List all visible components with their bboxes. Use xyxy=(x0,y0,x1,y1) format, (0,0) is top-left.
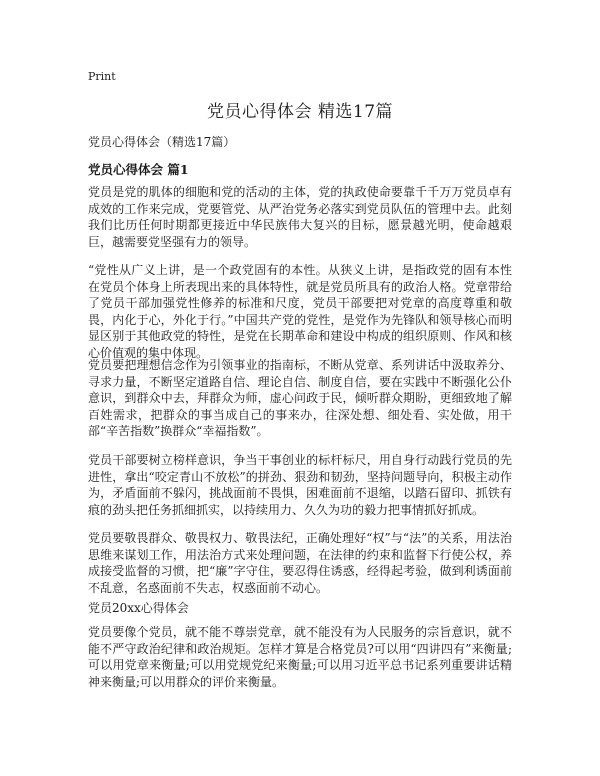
paragraph-2: “党性从广义上讲，是一个政党固有的本性。从狭义上讲，是指政党的固有本性在党员个体身上所表现出来的具体特性，就是党员所具有的政治人格。党章带给了党员干部加强党性修养的标准和尺度，党员干部要把对党章的高度尊重和敬畏，内化于心，外化于行。”中国共产党的党性，是党作为先锋队和领导核心而明显区别于其他政党的特性，是党在长期革命和建设中构成的组织原则、作风和核心价值观的集中体现。 xyxy=(88,263,512,360)
paragraph-3: 党员要把理想信念作为引领事业的指南标，不断从党章、系列讲话中汲取养分、寻求力量，不断坚定道路自信、理论自信、制度自信，要在实践中不断强化公仆意识，到群众中去，拜群众为师，虚心问政于民，倾听群众期盼，更细致地了解百姓需求，把群众的事当成自己的事来办，往深处想、细处看、实处做，用干部“辛苦指数”换群众“幸福指数”。 xyxy=(88,358,512,438)
paragraph-5: 党员要敬畏群众、敬畏权力、敬畏法纪，正确处理好“权”与“法”的关系，用法治思维来谋划工作，用法治方式来处理问题，在法律的约束和监督下行使公权，养成接受监督的习惯，把“廉”字守住，要忍得住诱惑，经得起考验，做到利诱面前不乱意，名惑面前不失志，权惑面前不动心。 xyxy=(88,531,512,595)
print-link[interactable]: Print xyxy=(88,70,116,83)
paragraph-1: 党员是党的肌体的细胞和党的活动的主体，党的执政使命要靠千千万万党员卓有成效的工作来完成，党要管党、从严治党务必落实到党员队伍的管理中去。此刻我们比历任何时期都更接近中华民族伟大复兴的目标，愿景越光明，使命越艰巨，越需要党坚强有力的领导。 xyxy=(88,185,512,249)
second-section-heading: 党员20xx心得体会 xyxy=(88,601,189,615)
document-subtitle: 党员心得体会（精选17篇） xyxy=(88,135,236,149)
section-heading: 党员心得体会 篇1 xyxy=(88,162,189,177)
closing-paragraph: 党员要像个党员，就不能不尊崇党章，就不能没有为人民服务的宗旨意识，就不能不严守政治纪律和政治规矩。怎样才算是合格党员?可以用“四讲四有”来衡量;可以用党章来衡量;可以用党规党纪来衡量;可以用习近平总书记系列重要讲话精神来衡量;可以用群众的评价来衡量。 xyxy=(88,625,512,689)
paragraph-4: 党员干部要树立榜样意识，争当干事创业的标杆标尺，用自身行动践行党员的先进性，拿出“咬定青山不放松”的拼劲、狠劲和韧劲，坚持问题导向，积极主动作为，矛盾面前不躲闪，挑战面前不畏惧，困难面前不退缩，以踏石留印、抓铁有痕的劲头把任务抓细抓实，以持续用力、久久为功的毅力把事情抓好抓成。 xyxy=(88,453,512,517)
page-title: 党员心得体会 精选17篇 xyxy=(206,102,394,122)
